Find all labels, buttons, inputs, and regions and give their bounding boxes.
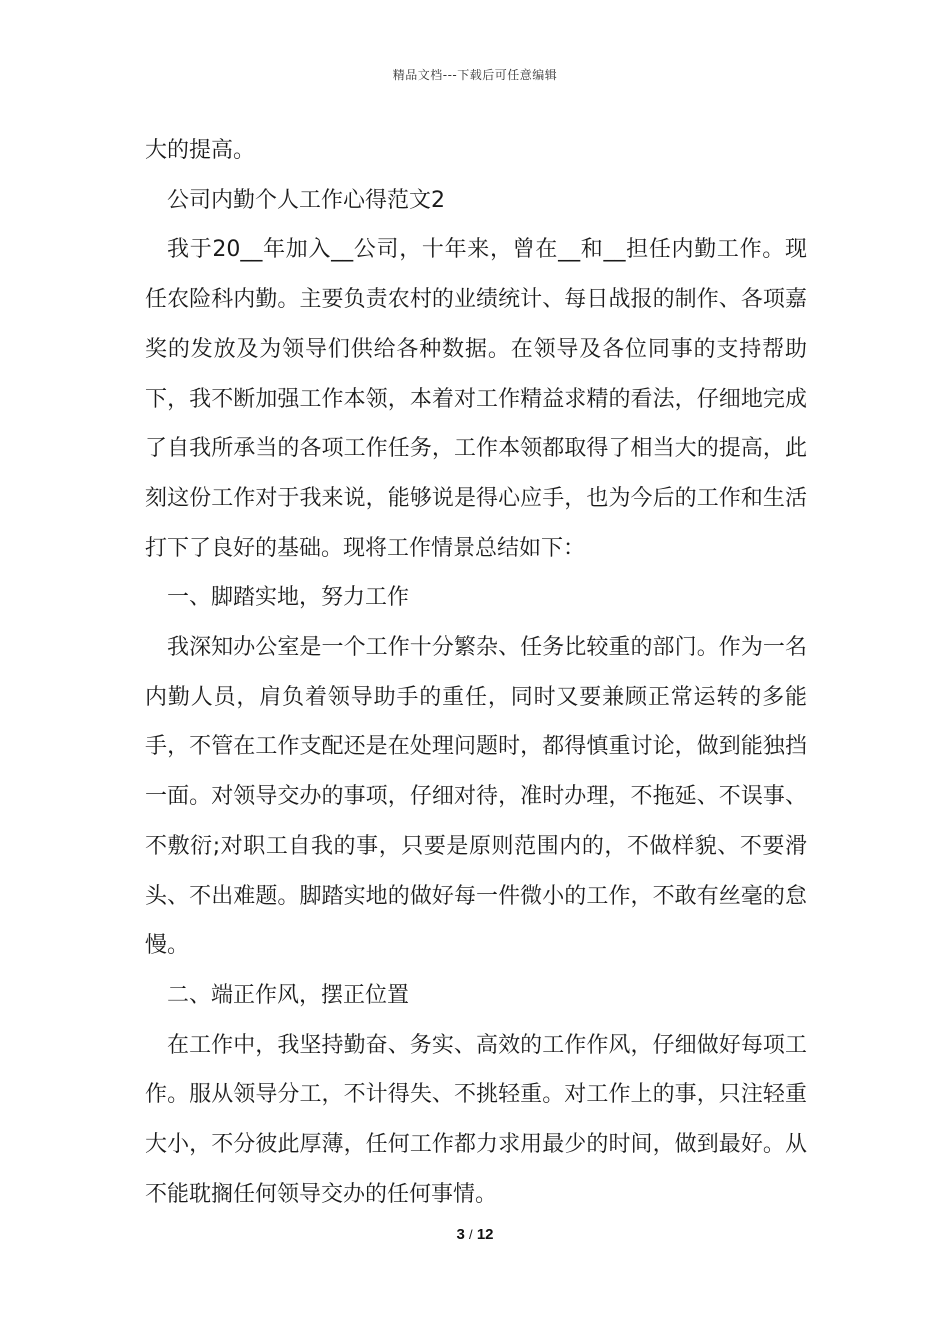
- section-heading-2: 二、端正作风，摆正位置: [167, 982, 410, 1008]
- page-separator: /: [469, 1227, 473, 1242]
- total-pages: 12: [476, 1226, 494, 1243]
- paragraph-intro: 我于20__年加入__公司，十年来，曾在__和__担任内勤工作。现任农险科内勤。主要负责农村的业绩统计、每日战报的制作、各项嘉奖的发放及为领导们供给各种数据。在领导及各位同事的支持帮助下，我不断加强工作本领，本着对工作精益求精的看法，仔细地完成了自我所承当的各项工作任务，工作本领都取得了相当大的提高，此刻这份工作对于我来说，能够说是得心应手，也为今后的工作和生活打下了良好的基础。现将工作情景总结如下：: [145, 237, 807, 561]
- page-footer: [0, 1226, 950, 1243]
- paragraph-continuation: 大的提高。: [145, 138, 256, 163]
- section-title: 公司内勤个人工作心得范文2: [167, 187, 445, 213]
- header-text: 精品文档---下载后可任意编辑: [392, 68, 558, 82]
- section-heading-1: 一、脚踏实地，努力工作: [167, 585, 410, 611]
- paragraph-section-2: 在工作中，我坚持勤奋、务实、高效的工作作风，仔细做好每项工作。服从领导分工，不计得失、不挑轻重。对工作上的事，只注轻重大小，不分彼此厚薄，任何工作都力求用最少的时间，做到最好。从不能耽搁任何领导交办的任何事情。: [145, 1032, 807, 1207]
- paragraph-section-1: 我深知办公室是一个工作十分繁杂、任务比较重的部门。作为一名内勤人员，肩负着领导助手的重任，同时又要兼顾正常运转的多能手，不管在工作支配还是在处理问题时，都得慎重讨论，做到能独挡一面。对领导交办的事项，仔细对待，准时办理，不拖延、不误事、不敷衍;对职工自我的事，只要是原则范围内的，不做样貌、不要滑头、不出难题。脚踏实地的做好每一件微小的工作，不敢有丝毫的怠慢。: [145, 635, 807, 959]
- page-header: [0, 66, 950, 83]
- page-number: 3: [456, 1226, 465, 1243]
- document-body: [145, 126, 807, 1219]
